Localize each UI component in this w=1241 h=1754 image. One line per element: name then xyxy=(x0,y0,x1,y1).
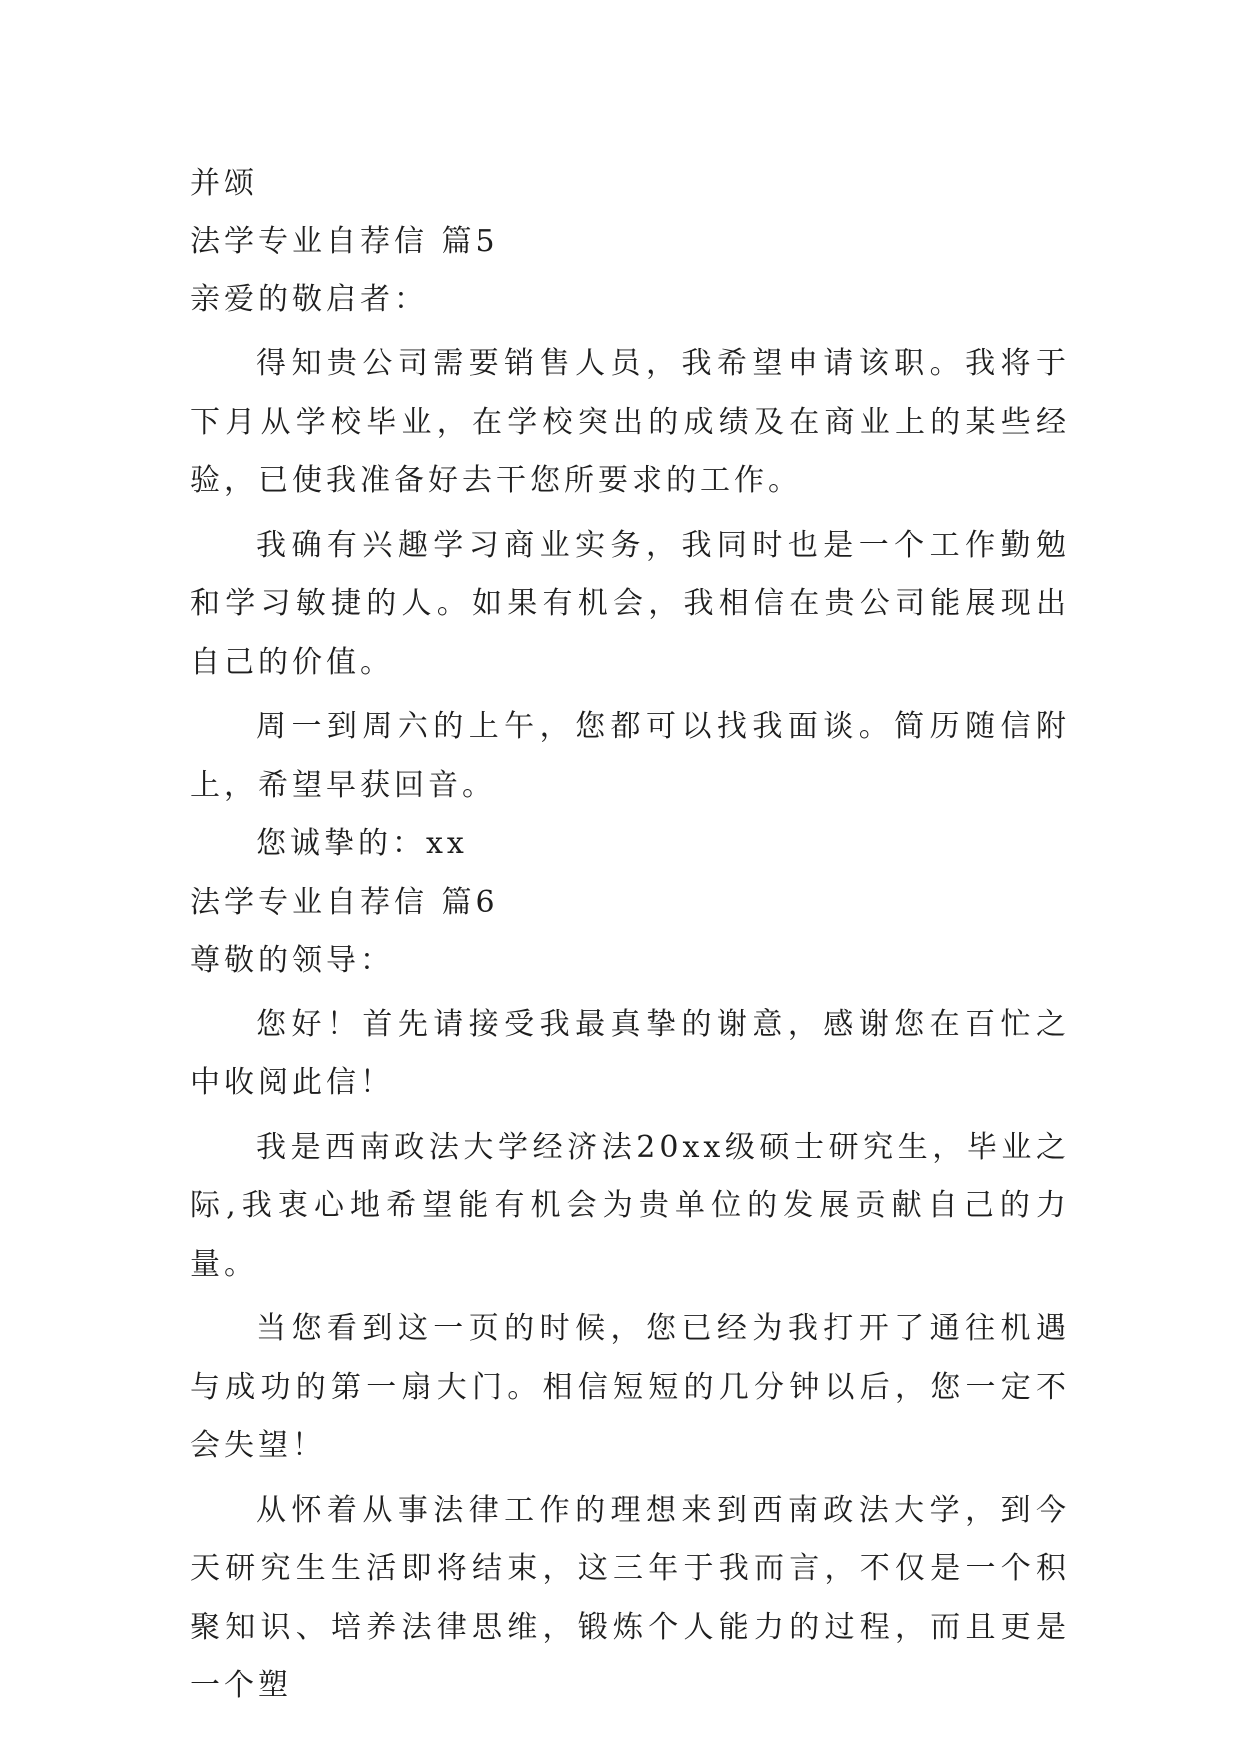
letter-5-greeting: 亲爱的敬启者： xyxy=(190,282,428,317)
letter-6-paragraph-3: 当您看到这一页的时候，您已经为我打开了通往机遇与成功的第一扇大门。相信短短的几分钟以后，您一定不会失望！ xyxy=(190,1311,1070,1463)
letter-5-paragraph-3: 周一到周六的上午，您都可以找我面谈。简历随信附上，希望早获回音。 xyxy=(190,709,1070,803)
letter-6-paragraph-4: 从怀着从事法律工作的理想来到西南政法大学，到今天研究生生活即将结束，这三年于我而言，不仅是一个积聚知识、培养法律思维，锻炼个人能力的过程，而且更是一个塑 xyxy=(190,1492,1070,1703)
document-body xyxy=(190,155,1070,1716)
letter-6-paragraph-1: 您好！首先请接受我最真挚的谢意，感谢您在百忙之中收阅此信！ xyxy=(190,1006,1070,1100)
letter-6-greeting: 尊敬的领导： xyxy=(190,942,394,978)
closing-line: 并颂 xyxy=(190,166,258,201)
letter-5-heading: 法学专业自荐信 篇5 xyxy=(190,224,499,259)
letter-5-signoff: 您诚挚的：xx xyxy=(256,826,468,861)
letter-6-paragraph-2: 我是西南政法大学经济法20xx级硕士研究生，毕业之际,我衷心地希望能有机会为贵单位的发展贡献自己的力量。 xyxy=(190,1129,1070,1282)
letter-5-paragraph-1: 得知贵公司需要销售人员，我希望申请该职。我将于下月从学校毕业，在学校突出的成绩及在商业上的某些经验，已使我准备好去干您所要求的工作。 xyxy=(190,346,1070,498)
letter-6-heading: 法学专业自荐信 篇6 xyxy=(190,884,499,920)
letter-5-paragraph-2: 我确有兴趣学习商业实务，我同时也是一个工作勤勉和学习敏捷的人。如果有机会，我相信在贵公司能展现出自己的价值。 xyxy=(190,527,1070,680)
